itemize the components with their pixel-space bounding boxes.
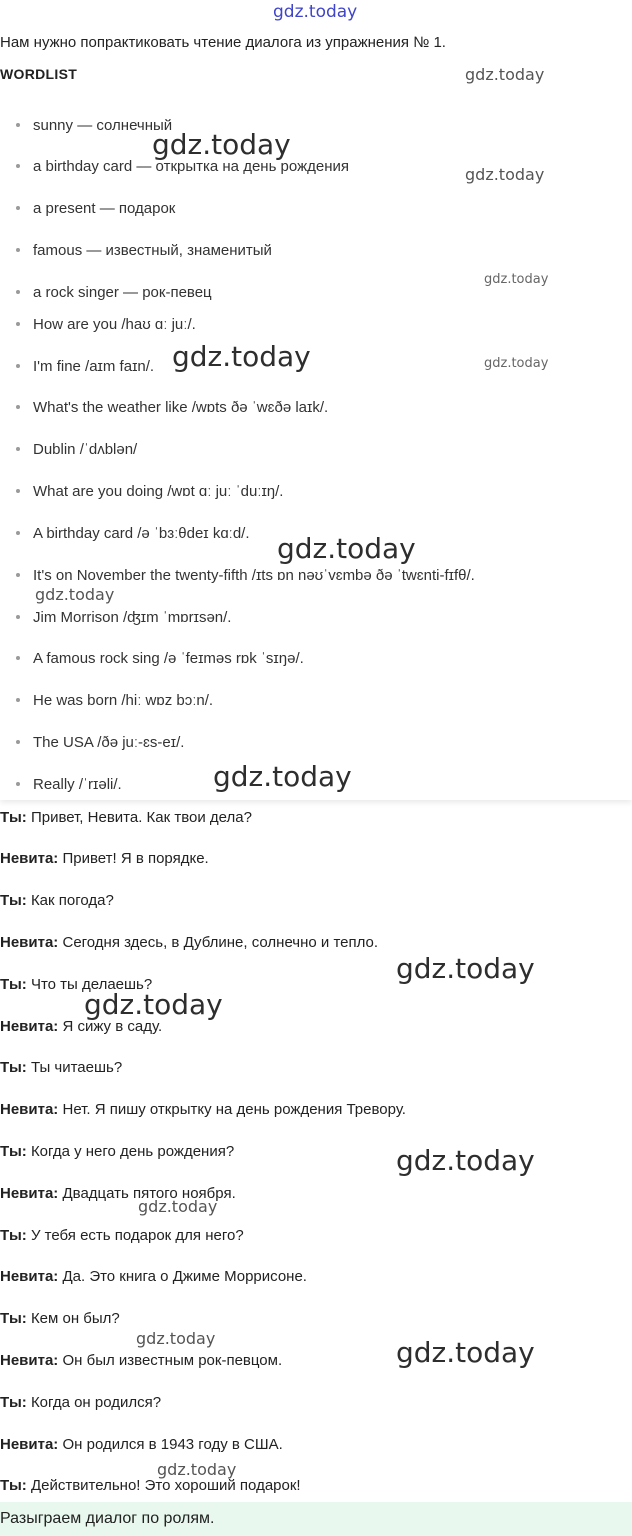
dialogue-line bbox=[0, 1101, 406, 1118]
speaker: Невита: bbox=[0, 1018, 59, 1035]
dialogue-line bbox=[0, 1268, 307, 1285]
site-link[interactable]: gdz.today bbox=[273, 2, 358, 22]
speaker: Ты: bbox=[0, 1394, 27, 1411]
dialogue-line bbox=[0, 892, 114, 909]
bullet-icon bbox=[16, 290, 20, 294]
dialogue-line bbox=[0, 1436, 283, 1453]
watermark: gdz.today bbox=[138, 1197, 218, 1216]
list-item: A birthday card /ə ˈbɜːθdeɪ kɑːd/. bbox=[16, 525, 250, 542]
watermark: gdz.today bbox=[484, 272, 549, 287]
dialogue-line bbox=[0, 934, 378, 951]
speaker: Невита: bbox=[0, 1352, 59, 1369]
dialogue-line bbox=[0, 1394, 161, 1411]
dialogue-line bbox=[0, 850, 209, 867]
list-item: Really /ˈrɪəli/. bbox=[16, 776, 122, 793]
dialogue-line bbox=[0, 1059, 122, 1076]
wordlist-title: WORDLIST bbox=[0, 66, 78, 82]
speaker: Ты: bbox=[0, 1227, 27, 1244]
speaker: Ты: bbox=[0, 1059, 27, 1076]
bullet-icon bbox=[16, 123, 20, 127]
list-item: I'm fine /aɪm faɪn/. bbox=[16, 358, 154, 375]
watermark: gdz.today bbox=[213, 760, 352, 793]
list-item: A famous rock sing /ə ˈfeɪməs rɒk ˈsɪŋə/. bbox=[16, 650, 304, 667]
watermark: gdz.today bbox=[152, 128, 291, 161]
bullet-icon bbox=[16, 447, 20, 451]
intro-text: Нам нужно попрактиковать чтение диалога из упражнения № 1. bbox=[0, 34, 446, 51]
list-item: What are you doing /wɒt ɑː juː ˈduːɪŋ/. bbox=[16, 483, 283, 500]
speaker: Невита: bbox=[0, 1268, 59, 1285]
bullet-icon bbox=[16, 782, 20, 786]
speaker: Ты: bbox=[0, 1477, 27, 1494]
list-item: a rock singer — рок-певец bbox=[16, 284, 212, 301]
footer-banner bbox=[0, 1502, 632, 1536]
watermark: gdz.today bbox=[396, 952, 535, 985]
speaker: Невита: bbox=[0, 1185, 59, 1202]
line-text: Я сижу в саду. bbox=[58, 1018, 163, 1035]
line-text: У тебя есть подарок для него? bbox=[26, 1227, 244, 1244]
speaker: Ты: bbox=[0, 809, 27, 826]
line-text: Когда у него день рождения? bbox=[26, 1143, 235, 1160]
speaker: Ты: bbox=[0, 976, 27, 993]
watermark: gdz.today bbox=[465, 65, 545, 84]
dialogue-line bbox=[0, 1352, 282, 1369]
watermark: gdz.today bbox=[277, 532, 416, 565]
line-text: Как погода? bbox=[26, 892, 114, 909]
line-text: Ты читаешь? bbox=[26, 1059, 123, 1076]
line-text: Привет, Невита. Как твои дела? bbox=[26, 809, 252, 826]
bullet-icon bbox=[16, 248, 20, 252]
line-text: Он родился в 1943 году в США. bbox=[58, 1436, 283, 1453]
speaker: Невита: bbox=[0, 1101, 59, 1118]
speaker: Ты: bbox=[0, 1143, 27, 1160]
list-item: a present — подарок bbox=[16, 200, 175, 217]
line-text: Действительно! Это хороший подарок! bbox=[26, 1477, 301, 1494]
bullet-icon bbox=[16, 322, 20, 326]
line-text: Нет. Я пишу открытку на день рождения Тревору. bbox=[58, 1101, 406, 1118]
bullet-icon bbox=[16, 489, 20, 493]
dialogue-line bbox=[0, 1477, 301, 1494]
list-item: famous — известный, знаменитый bbox=[16, 242, 272, 259]
bullet-icon bbox=[16, 698, 20, 702]
list-item: a birthday card — открытка на день рождения bbox=[16, 158, 349, 175]
dialogue-line bbox=[0, 1227, 244, 1244]
dialogue-line bbox=[0, 1143, 234, 1160]
list-item: How are you /haʊ ɑː juː/. bbox=[16, 316, 196, 333]
speaker: Ты: bbox=[0, 892, 27, 909]
list-item: Dublin /ˈdʌblən/ bbox=[16, 441, 137, 458]
list-item: The USA /ðə juː-ɛs-eɪ/. bbox=[16, 734, 184, 751]
footer-text: Разыграем диалог по ролям. bbox=[0, 1510, 215, 1527]
bullet-icon bbox=[16, 573, 20, 577]
bullet-icon bbox=[16, 656, 20, 660]
list-item: It's on November the twenty-fifth /ɪts ɒn nəʊˈvɛmbə ðə ˈtwɛnti-fɪfθ/. bbox=[16, 567, 475, 584]
list-item: Jim Morrison /ʤɪm ˈmɒrɪsən/. bbox=[16, 609, 231, 626]
dialogue-line bbox=[0, 809, 252, 826]
dialogue-line bbox=[0, 1310, 120, 1327]
bullet-icon bbox=[16, 405, 20, 409]
watermark: gdz.today bbox=[84, 988, 223, 1021]
bullet-icon bbox=[16, 740, 20, 744]
bullet-icon bbox=[16, 615, 20, 619]
speaker: Невита: bbox=[0, 934, 59, 951]
line-text: Сегодня здесь, в Дублине, солнечно и тепло. bbox=[58, 934, 379, 951]
list-item: What's the weather like /wɒts ðə ˈwɛðə laɪk/. bbox=[16, 399, 328, 416]
watermark: gdz.today bbox=[396, 1144, 535, 1177]
watermark: gdz.today bbox=[465, 165, 545, 184]
bullet-icon bbox=[16, 364, 20, 368]
line-text: Привет! Я в порядке. bbox=[58, 850, 209, 867]
line-text: Кем он был? bbox=[26, 1310, 120, 1327]
speaker: Невита: bbox=[0, 1436, 59, 1453]
watermark: gdz.today bbox=[484, 356, 549, 371]
speaker: Невита: bbox=[0, 850, 59, 867]
watermark: gdz.today bbox=[172, 340, 311, 373]
line-text: Да. Это книга о Джиме Моррисоне. bbox=[58, 1268, 307, 1285]
watermark: gdz.today bbox=[157, 1460, 237, 1479]
bullet-icon bbox=[16, 531, 20, 535]
line-text: Двадцать пятого ноября. bbox=[58, 1185, 236, 1202]
list-item: sunny — солнечный bbox=[16, 117, 172, 134]
line-text: Он был известным рок-певцом. bbox=[58, 1352, 283, 1369]
watermark: gdz.today bbox=[136, 1329, 216, 1348]
bullet-icon bbox=[16, 164, 20, 168]
watermark: gdz.today bbox=[396, 1336, 535, 1369]
line-text: Что ты делаешь? bbox=[26, 976, 153, 993]
line-text: Когда он родился? bbox=[26, 1394, 162, 1411]
list-item: He was born /hiː wɒz bɔːn/. bbox=[16, 692, 213, 709]
watermark: gdz.today bbox=[35, 585, 115, 604]
speaker: Ты: bbox=[0, 1310, 27, 1327]
bullet-icon bbox=[16, 206, 20, 210]
